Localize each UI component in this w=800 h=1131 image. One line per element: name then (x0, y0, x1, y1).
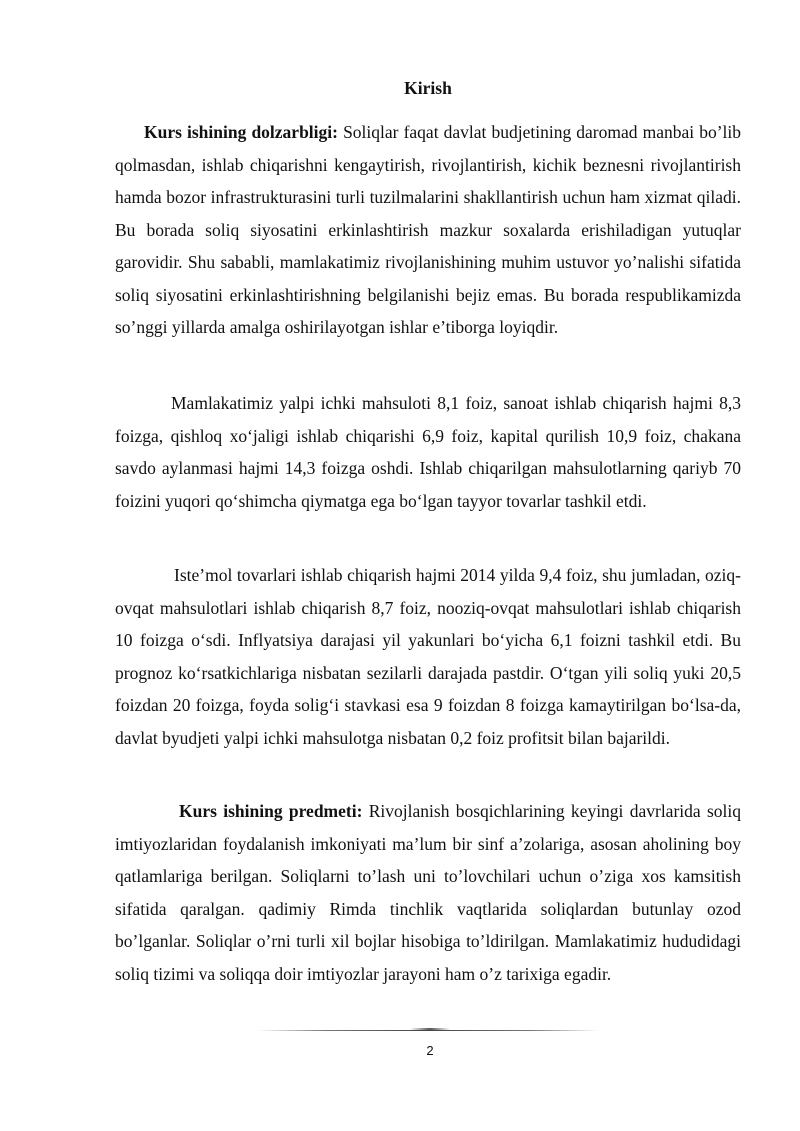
page-number: 2 (426, 1043, 434, 1058)
relevance-text: Soliqlar faqat davlat budjetining daromad manbai bo’lib qolmasdan, ishlab chiqarishni kengaytirish, rivojlantirish, kichik beznesni rivojlantirish hamda bozor infrastrukturasini turli tuzilmalarini shakllantirish uchun ham xizmat qiladi. Bu borada soliq siyosatini erkinlashtirish mazkur soxalarda erishiladigan yutuqlar garovidir. Shu sababli, mamlakatimiz rivojlanishining muhim ustuvor yo’nalishi sifatida soliq siyosatini erkinlashtirishning belgilanishi bejiz emas. Bu borada respublikamizda so’nggi yillarda amalga oshirilayotgan ishlar e’tiborga loyiqdir. (115, 122, 742, 337)
paragraph-consumer-goods: Iste’mol tovarlari ishlab chiqarish hajmi 2014 yilda 9,4 foiz, shu jumladan, oziq-ovqat mahsulotlari ishlab chiqarish 8,7 foiz, nooziq-ovqat mahsulotlari ishlab chiqarish 10 foizga o‘sdi. Inflyatsiya darajasi yil yakunlari bo‘yicha 6,1 foizni tashkil etdi. Bu prognoz ko‘rsatkichlariga nisbatan sezilarli darajada pastdir. O‘tgan yili soliq yuki 20,5 foizdan 20 foizga, foyda solig‘i stavkasi esa 9 foizdan 8 foizga kamaytirilgan bo‘lsa-da, davlat byudjeti yalpi ichki mahsulotga nisbatan 0,2 foiz profitsit bilan bajarildi. (115, 565, 741, 748)
subject-heading: Kurs ishining predmeti: (179, 801, 363, 821)
paragraph-subject (115, 795, 741, 990)
relevance-heading: Kurs ishining dolzarbligi: (144, 122, 338, 142)
section-title: Kirish (404, 78, 452, 98)
paragraph-economy: Mamlakatimiz yalpi ichki mahsuloti 8,1 foiz, sanoat ishlab chiqarish hajmi 8,3 foizga, qishloq xo‘jaligi ishlab chiqarishi 6,9 foiz, kapital qurilish 10,9 foiz, chakana savdo aylanmasi hajmi 14,3 foizga oshdi. Ishlab chiqarilgan mahsulotlarning qariyb 70 foizini yuqori qo‘shimcha qiymatga ega bo‘lgan tayyor tovarlar tashkil etdi. (115, 393, 741, 511)
subject-text: Rivojlanish bosqichlarining keyingi davrlarida soliq imtiyozlaridan foydalanish imkoniyati ma’lum bir sinf a’zolariga, asosan aholining boy qatlamlariga berilgan. Soliqlarni to’lash uni to’lovchilari uchun o’ziga xos kamsitish sifatida qaralgan. qadimiy Rimda tinchlik vaqtlarida soliqlardan butunlay ozod bo’lganlar. Soliqlar o’rni turli xil bojlar hisobiga to’ldirilgan. Mamlakatimiz hududidagi soliq tizimi va soliqqa doir imtiyozlar jarayoni ham o’z tarixiga egadir. (115, 801, 741, 984)
footer-divider (258, 1030, 598, 1031)
footer-divider-ornament (410, 1028, 450, 1030)
paragraph-relevance (115, 116, 741, 344)
